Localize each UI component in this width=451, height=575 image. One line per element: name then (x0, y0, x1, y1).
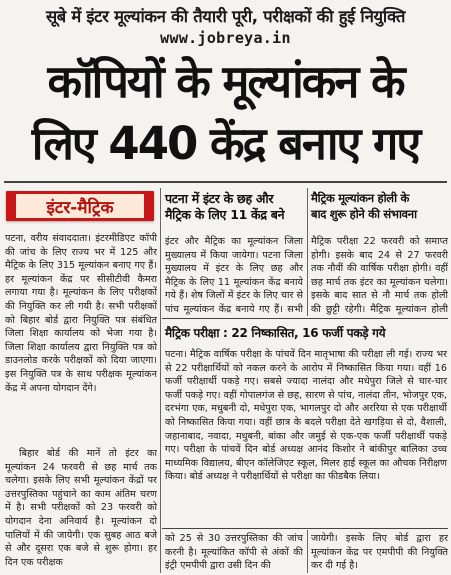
headline-line-1: कॉपियों के मूल्यांकन के (47, 55, 404, 108)
site-watermark: www.jobreya.in (160, 29, 291, 47)
mid-subhead-line-2: मैट्रिक के लिए 11 केंद्र बने (165, 207, 285, 222)
mid-subhead-line-1: पटना में इंटर के छह और (165, 191, 274, 206)
bottom-mid-text: को 25 से 30 उत्तरपुस्तिका की जांच करनी है। मूल्यांकित कॉपी से अंकों की इंट्री एमपीपी द्वारा उसी दिन की (165, 533, 303, 572)
right-subhead-line-2: बाद शुरू होने की संभावना (311, 207, 417, 221)
box-body: पटना। मैट्रिक वार्षिक परीक्षा के पांचवें दिन मातृभाषा की परीक्षा ली गई। राज्य भर से 22 परीक्षार्थियों को नकल करने के आरोप में निष्कासित किया गया। वहीं 16 फर्जी परीक्षार्थी पकड़े गए। सबसे ज्यादा नालंदा और मधेपुरा जिले से चार-चार फर्जी पकड़े गए। वहीं गोपालगंज से छह, सारण से पांच, नालंदा तीन, भोजपुर एक, दरभंगा एक, मधुबनी दो, मधेपुरा एक, भागलपुर दो और अररिया से एक परीक्षार्थी को निष्कासित किया गया। वहीं छात्र के बदले परीक्षा देते खगड़िया से दो, वैशाली, जहानाबाद, नवादा, मधुबनी, बांका और जमुई से एक-एक फर्जी परीक्षार्थी पकड़े गए। परीक्षा के पांचवें दिन बोर्ड अध्यक्ष आनंद किशोर ने बांकीपुर बालिका उच्च माध्यमिक विद्यालय, बीएन कॉलेजिएट स्कूल, मिलर हाई स्कूल का औचक निरीक्षण किया। बोर्ड अध्यक्ष ने परीक्षार्थियों से परीक्षा का फीडबैक लिया। (165, 349, 447, 483)
bottom-right-text: जायेगी। इसके लिए बोर्ड द्वारा हर मूल्यांकन केंद्र पर एमपीपी की नियुक्ति कर दी गई है। (311, 533, 448, 572)
headline-line-2: लिए 440 केंद्र बनाए गए (31, 117, 420, 170)
left-column-para-2: बिहार बोर्ड की मानें तो इंटर का मूल्यांकन 24 फरवरी से छह मार्च तक चलेगा। इसके लिए सभी मूल्यांकन केंद्रों पर उत्तरपुस्तिका पहुंचाने का काम अंतिम चरण में है। सभी परीक्षकों को 23 फरवरी को योगदान देना अनिवार्य है। मूल्यांकन दो पालियों में की जायेगी। एक सुबह आठ बजे से और दूसरा एक बजे से शुरू होगा। हर दिन एक परीक्षक (5, 448, 157, 568)
box-bottom-rule (162, 528, 448, 529)
column-divider-left (160, 188, 161, 573)
headline-rule (4, 181, 447, 183)
column-divider-mid (307, 188, 308, 316)
mid-column-body: इंटर और मैट्रिक का मूल्यांकन जिला मुख्यालय में किया जायेगा। पटना जिला मुख्यालय में इंटर के लिए छह और मैट्रिक के लिए 11 मूल्यांकन केंद्र बनाये गये हैं। शेष जिलों में इंटर के लिए चार से पांच मूल्यांकन केंद्र बनाये गए हैं। सभी (165, 236, 303, 315)
column-divider-bottom (307, 530, 308, 573)
box-subhead: मैट्रिक परीक्षा : 22 निष्कासित, 16 फर्जी पकड़े गये (165, 326, 386, 340)
category-tag (6, 191, 154, 221)
right-column-body: मैट्रिक परीक्षा 22 फरवरी को समाप्त होगी। इसके बाद 24 से 27 फरवरी तक नौवीं की वार्षिक परीक्षा होगी। वहीं छह मार्च तक इंटर का मूल्यांकन चलेगा। इसके बाद सात से नौ मार्च तक होली की छुट्टी रहेगी। मैट्रिक मूल्यांकन होली (311, 236, 448, 315)
category-tag-label: इंटर-मैट्रिक (16, 194, 144, 218)
kicker-headline: सूबे में इंटर मूल्यांकन की तैयारी पूरी, परीक्षकों की हुई नियुक्ति (45, 6, 406, 26)
box-top-rule (162, 318, 448, 319)
left-column-para-1: पटना, वरीय संवाददाता। इंटरमीडिएट कॉपी की जांच के लिए राज्य भर में 125 और मैट्रिक के लिए 315 मूल्यांकन बनाए गए हैं। हर मूल्यांकन केंद्र पर सीसीटीवी कैमरा लगाया गया है। मूल्यांकन के लिए परीक्षकों की नियुक्ति कर ली गयी है। सभी परीक्षकों को बिहार बोर्ड द्वारा नियुक्ति पत्र संबंधित जिला शिक्षा कार्यालय को भेजा गया है। जिला शिक्षा कार्यालय द्वारा नियुक्ति पत्र को डाउनलोड करके परीक्षकों को दिया जाएगा। इस नियुक्ति पत्र के साथ परीक्षक मूल्यांकन केंद्र में अपना योगदान देंगे। (5, 233, 157, 394)
right-subhead-line-1: मैट्रिक मूल्यांकन होली के (311, 191, 409, 205)
